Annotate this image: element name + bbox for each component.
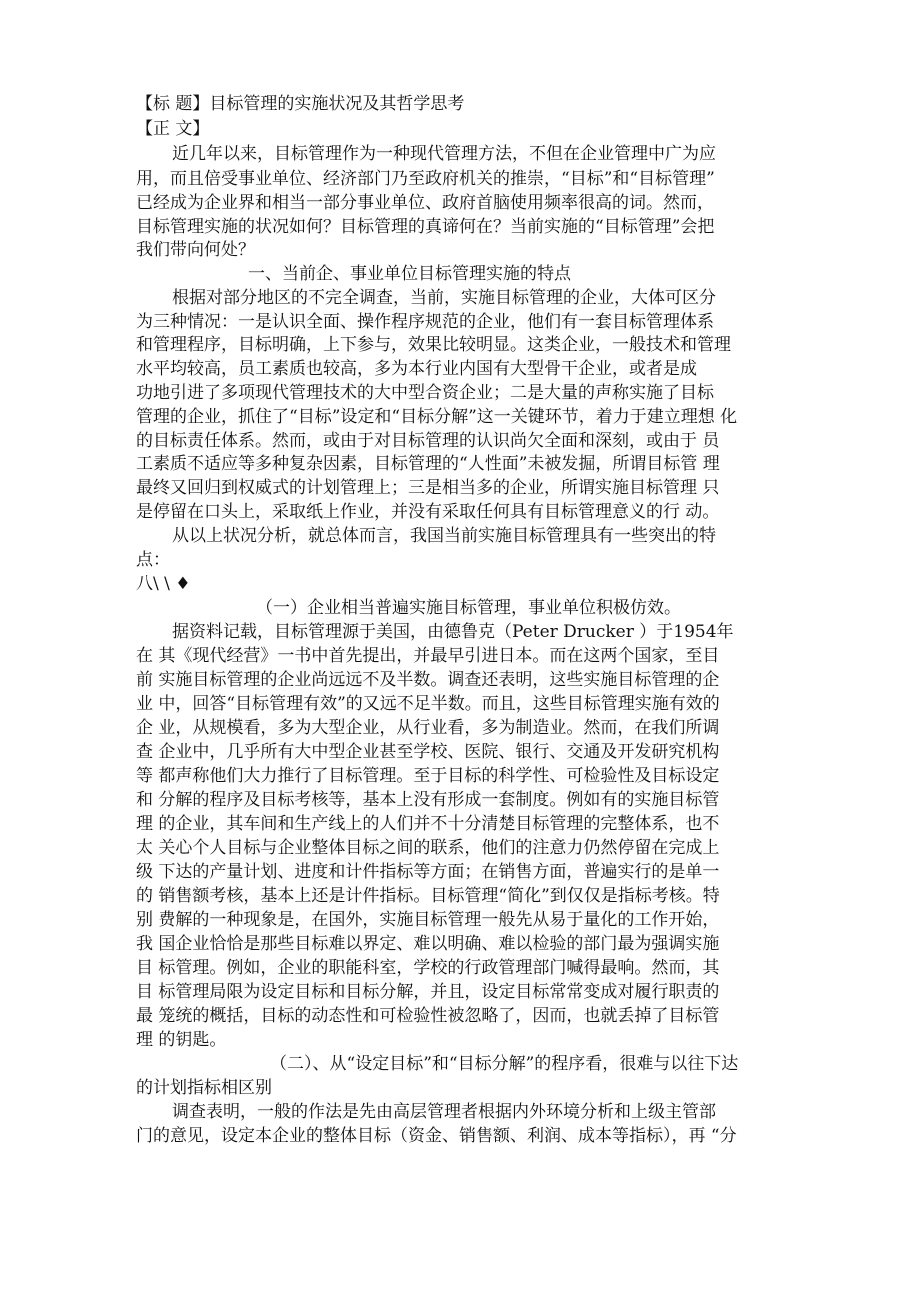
paragraph-line: 和 分解的程序及目标考核等，基本上没有形成一套制度。例如有的实施目标管 bbox=[136, 790, 720, 810]
paragraph-line: 是停留在口头上，采取纸上作业，并没有采取任何具有目标管理意义的行 动。 bbox=[136, 502, 720, 522]
body-label: 【正 文】 bbox=[136, 119, 210, 139]
intro-line: 我们带向何处？ bbox=[136, 240, 255, 260]
paragraph-line: 别 费解的一种现象是，在国外，实施目标管理一般先从易于量化的工作开始， bbox=[136, 910, 720, 930]
paragraph-line: 工素质不适应等多种复杂因素，目标管理的“人性面”未被发掘，所谓目标管 理 bbox=[136, 454, 720, 474]
paragraph-line: 目 标管理。例如，企业的职能科室，学校的行政管理部门喊得最响。然而，其 bbox=[136, 958, 720, 978]
paragraph-line: 从以上状况分析，就总体而言，我国当前实施目标管理具有一些突出的特 bbox=[172, 526, 716, 546]
paragraph-line: 在 其《现代经营》一书中首先提出，并最早引进日本。而在这两个国家，至目 bbox=[136, 646, 720, 666]
intro-line: 已经成为企业界和相当一部分事业单位、政府首脑使用频率很高的词。然而， bbox=[136, 193, 714, 213]
section-heading: 一、当前企、事业单位目标管理实施的特点 bbox=[248, 264, 571, 284]
paragraph-line: 门的意见，设定本企业的整体目标（资金、销售额、利润、成本等指标），再 “分 bbox=[136, 1126, 737, 1146]
paragraph-line: 的目标责任体系。然而，或由于对目标管理的认识尚欠全面和深刻，或由于 员 bbox=[136, 431, 720, 451]
intro-line: 用，而且倍受事业单位、经济部门乃至政府机关的推崇，“目标”和“目标管理” bbox=[136, 169, 715, 189]
paragraph-line: 等 都声称他们大力推行了目标管理。至于目标的科学性、可检验性及目标设定 bbox=[136, 766, 720, 786]
paragraph-line: 目 标管理局限为设定目标和目标分解，并且，设定目标常常变成对履行职责的 bbox=[136, 982, 720, 1002]
intro-line: 目标管理实施的状况如何？目标管理的真谛何在？当前实施的“目标管理”会把 bbox=[136, 217, 715, 237]
paragraph-line: 管理的企业，抓住了“目标”设定和“目标分解”这一关键环节，着力于建立理想 化 bbox=[136, 407, 738, 427]
intro-line: 近几年以来，目标管理作为一种现代管理方法，不但在企业管理中广为应 bbox=[172, 144, 716, 164]
paragraph-line: 太 关心个人目标与企业整体目标之间的联系，他们的注意力仍然停留在完成上 bbox=[136, 838, 720, 858]
paragraph-line: 前 实施目标管理的企业尚远远不及半数。调查还表明，这些实施目标管理的企 bbox=[136, 670, 720, 690]
paragraph-line: 调查表明，一般的作法是先由高层管理者根据内外环境分析和上级主管部 bbox=[172, 1102, 716, 1122]
paragraph-line: 为三种情况：一是认识全面、操作程序规范的企业，他们有一套目标管理体系 bbox=[136, 312, 714, 332]
paragraph-line: 功地引进了多项现代管理技术的大中型合资企业；二是大量的声称实施了目标 bbox=[136, 383, 714, 403]
paragraph-line: 理 的钥匙。 bbox=[136, 1030, 227, 1050]
paragraph-line: 查 企业中，几乎所有大中型企业甚至学校、医院、银行、交通及开发研究机构 bbox=[136, 742, 720, 762]
paragraph-line: 水平均较高，员工素质也较高，多为本行业内国有大型骨干企业，或者是成 bbox=[136, 359, 697, 379]
paragraph-line: 根据对部分地区的不完全调查，当前，实施目标管理的企业，大体可区分 bbox=[172, 288, 716, 308]
paragraph-line: 最 笼统的概括，目标的动态性和可检验性被忽略了，因而，也就丢掉了目标管 bbox=[136, 1006, 720, 1026]
paragraph-line: 点： bbox=[136, 550, 170, 570]
paragraph-line: 据资料记载，目标管理源于美国，由德鲁克（Peter Drucker ）于1954年 bbox=[172, 622, 734, 642]
subsection-heading: （一）企业相当普遍实施目标管理，事业单位积极仿效。 bbox=[256, 598, 681, 618]
paragraph-line: 级 下达的产量计划、进度和计件指标等方面；在销售方面，普遍实行的是单一 bbox=[136, 862, 720, 882]
paragraph-line: 理 的企业，其车间和生产线上的人们并不十分清楚目标管理的完整体系，也不 bbox=[136, 814, 720, 834]
paragraph-line: 业 中，回答“目标管理有效”的又远不足半数。而且，这些目标管理实施有效的 bbox=[136, 694, 720, 714]
title-line: 【标 题】目标管理的实施状况及其哲学思考 bbox=[136, 94, 465, 114]
paragraph-line: 最终又回归到权威式的计划管理上；三是相当多的企业，所谓实施目标管理 只 bbox=[136, 478, 720, 498]
stray-mark: 八\ \ ♦ bbox=[136, 574, 191, 594]
subsection-heading-cont: 的计划指标相区别 bbox=[136, 1078, 272, 1098]
paragraph-line: 的 销售额考核，基本上还是计件指标。目标管理“简化”到仅仅是指标考核。特 bbox=[136, 886, 720, 906]
paragraph-line: 我 国企业恰恰是那些目标难以界定、难以明确、难以检验的部门最为强调实施 bbox=[136, 934, 720, 954]
paragraph-line: 企 业，从规模看，多为大型企业，从行业看，多为制造业。然而，在我们所调 bbox=[136, 718, 720, 738]
paragraph-line: 和管理程序，目标明确，上下参与，效果比较明显。这类企业，一般技术和管理 bbox=[136, 335, 731, 355]
subsection-heading: （二）、从“设定目标”和“目标分解”的程序看，很难与以往下达 bbox=[270, 1054, 739, 1074]
